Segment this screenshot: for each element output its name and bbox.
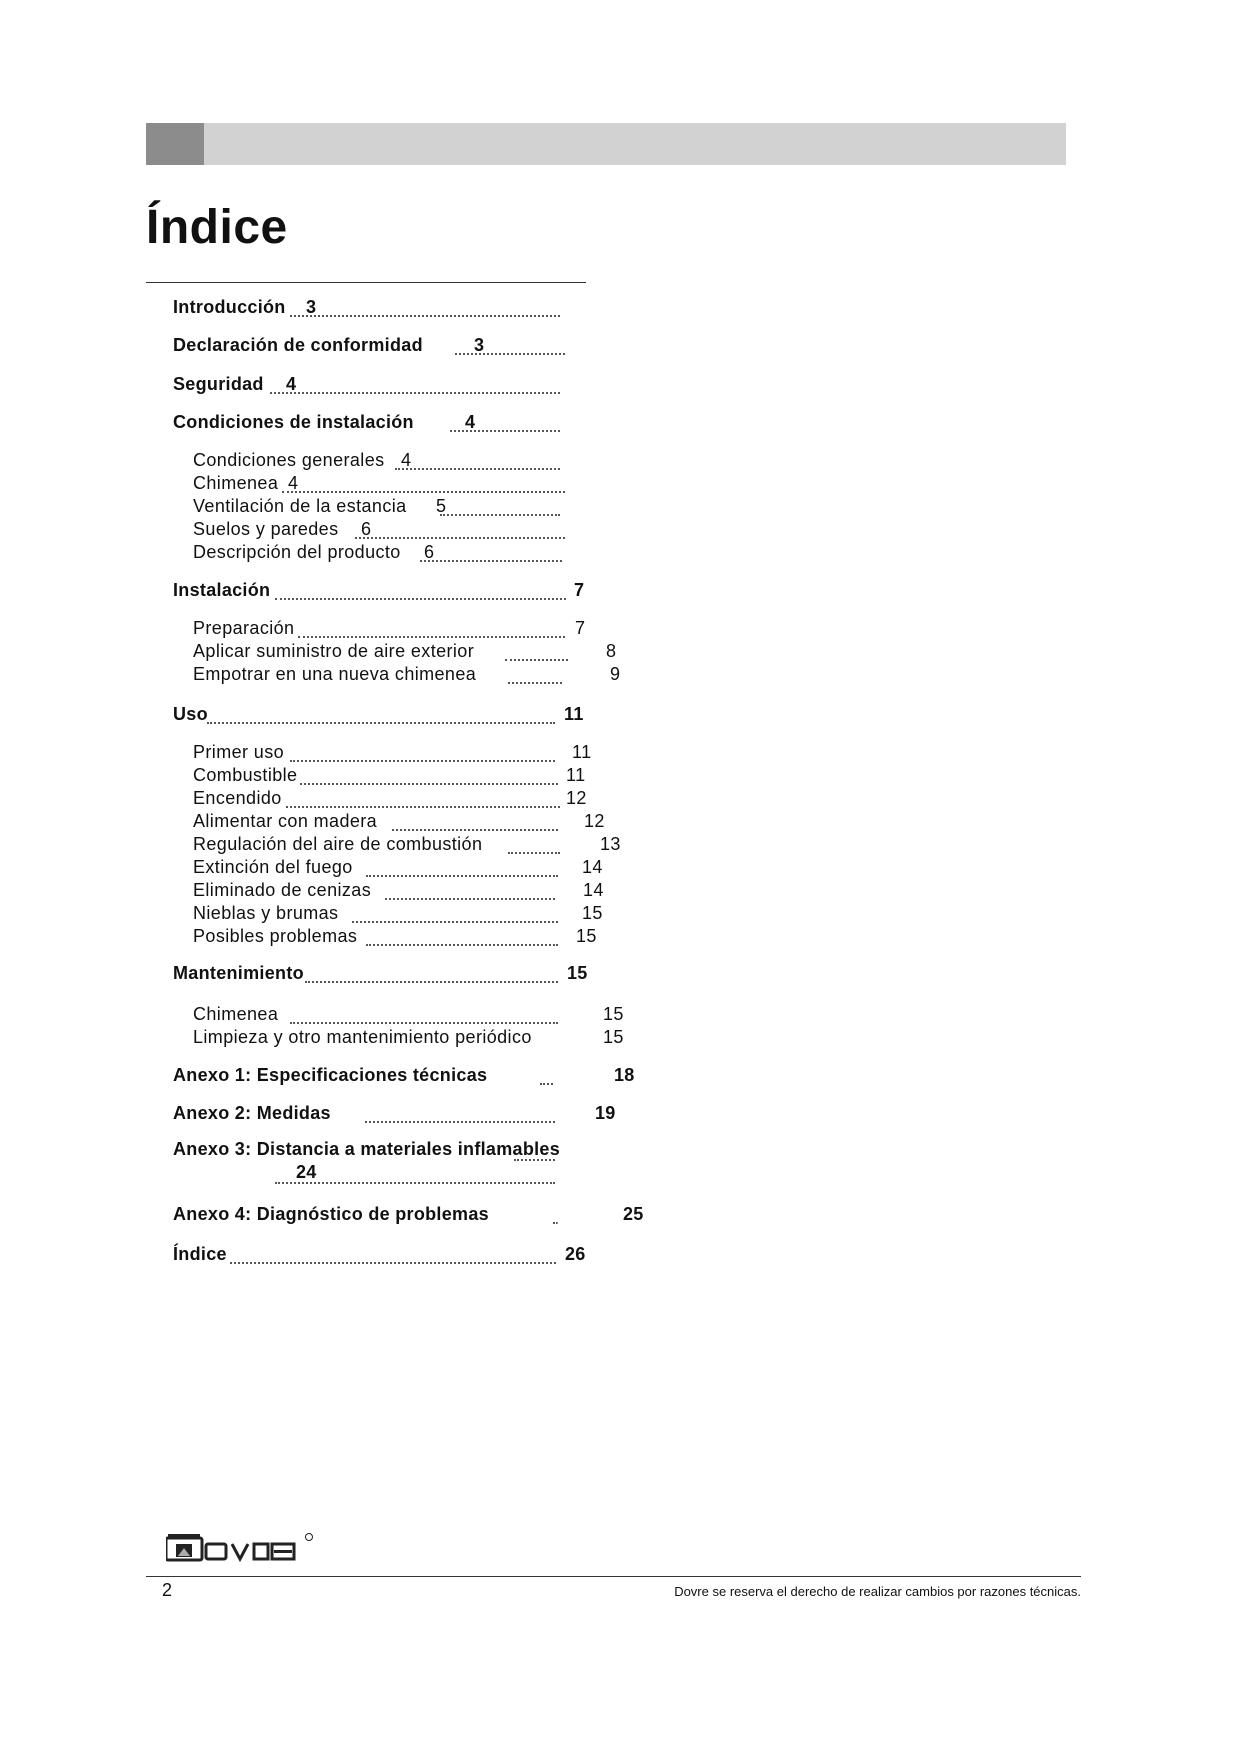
toc-dot-leader xyxy=(366,930,558,946)
toc-entry-page-number: 3 xyxy=(474,335,485,355)
toc-entry-label: Índice xyxy=(173,1244,227,1264)
toc-entry-page-number: 3 xyxy=(306,297,317,317)
toc-dot-leader xyxy=(508,838,560,854)
toc-entry-page-number: 9 xyxy=(610,664,621,684)
toc-entry-page-number: 7 xyxy=(574,580,585,600)
toc-entry-label: Mantenimiento xyxy=(173,963,304,983)
toc-entry-label: Extinción del fuego xyxy=(193,857,353,877)
toc-dot-leader xyxy=(540,1069,553,1085)
toc-dot-leader xyxy=(440,500,560,516)
toc-entry-label: Anexo 2: Medidas xyxy=(173,1103,331,1123)
toc-dot-leader xyxy=(290,1008,558,1024)
toc-entry-page-number: 25 xyxy=(623,1204,644,1224)
footer-note: Dovre se reserva el derecho de realizar cambios por razones técnicas. xyxy=(674,1584,1081,1599)
toc-dot-leader xyxy=(290,301,560,317)
title-divider xyxy=(146,282,586,283)
toc-entry-page-number: 14 xyxy=(582,857,603,877)
toc-entry-page-number: 24 xyxy=(296,1162,317,1182)
toc-entry-label: Encendido xyxy=(193,788,282,808)
footer-divider xyxy=(146,1576,1081,1577)
toc-entry-label: Instalación xyxy=(173,580,271,600)
toc-dot-leader xyxy=(365,1107,555,1123)
toc-entry-page-number: 11 xyxy=(564,704,584,724)
toc-entry-label: Empotrar en una nueva chimenea xyxy=(193,664,477,684)
toc-dot-leader xyxy=(420,546,562,562)
toc-entry-label: Chimenea xyxy=(193,1004,279,1024)
toc-entry-page-number: 19 xyxy=(595,1103,616,1123)
toc-entry-label: Ventilación de la estancia xyxy=(193,496,407,516)
header-accent-block xyxy=(146,123,204,165)
toc-entry-page-number: 14 xyxy=(583,880,604,900)
toc-entry-page-number: 4 xyxy=(465,412,476,432)
toc-dot-leader xyxy=(455,339,565,355)
toc-entry-page-number: 11 xyxy=(572,742,592,762)
toc-dot-leader xyxy=(207,708,555,724)
toc-entry-label: Anexo 4: Diagnóstico de problemas xyxy=(173,1204,489,1224)
toc-entry-label: Condiciones de instalación xyxy=(173,412,414,432)
header-bar xyxy=(146,123,1066,165)
toc-entry-label: Condiciones generales xyxy=(193,450,385,470)
toc-dot-leader xyxy=(385,884,555,900)
toc-dot-leader xyxy=(553,1208,558,1224)
toc-entry-page-number: 15 xyxy=(567,963,588,983)
toc-dot-leader xyxy=(290,746,555,762)
toc-dot-leader xyxy=(286,792,560,808)
toc-entry-page-number: 7 xyxy=(575,618,586,638)
toc-dot-leader xyxy=(275,1168,555,1184)
toc-dot-leader xyxy=(366,861,558,877)
toc-entry-label: Posibles problemas xyxy=(193,926,358,946)
toc-dot-leader xyxy=(300,769,558,785)
page-title: Índice xyxy=(146,201,288,254)
toc-entry-page-number: 5 xyxy=(436,496,447,516)
toc-dot-leader xyxy=(508,668,562,684)
toc-dot-leader xyxy=(282,477,565,493)
toc-entry-label: Combustible xyxy=(193,765,298,785)
toc-entry-page-number: 13 xyxy=(600,834,621,854)
toc-entry-label: Nieblas y brumas xyxy=(193,903,339,923)
toc-entry-label: Primer uso xyxy=(193,742,285,762)
logo-letters xyxy=(206,1544,294,1559)
toc-dot-leader xyxy=(230,1248,556,1264)
toc-entry-label: Alimentar con madera xyxy=(193,811,378,831)
toc-entry-label: Seguridad xyxy=(173,374,264,394)
toc-entry-page-number: 15 xyxy=(582,903,603,923)
toc-entry-label: Uso xyxy=(173,704,208,724)
toc-entry-page-number: 8 xyxy=(606,641,617,661)
toc-entry-label: Aplicar suministro de aire exterior xyxy=(193,641,475,661)
toc-dot-leader xyxy=(392,815,558,831)
toc-entry-label: Regulación del aire de combustión xyxy=(193,834,483,854)
dovre-logo xyxy=(166,1532,316,1562)
toc-dot-leader xyxy=(355,523,565,539)
toc-entry-page-number: 6 xyxy=(361,519,372,539)
toc-entry-page-number: 4 xyxy=(286,374,297,394)
toc-dot-leader xyxy=(270,378,560,394)
toc-entry-label: Eliminado de cenizas xyxy=(193,880,372,900)
toc-entry-page-number: 6 xyxy=(424,542,435,562)
toc-entry-label: Preparación xyxy=(193,618,295,638)
toc-entry-label: Declaración de conformidad xyxy=(173,335,423,355)
toc-dot-leader xyxy=(395,454,560,470)
toc-entry-label: Suelos y paredes xyxy=(193,519,339,539)
toc-entry-page-number: 15 xyxy=(576,926,597,946)
toc-entry-page-number: 11 xyxy=(566,765,586,785)
toc-entry-page-number: 18 xyxy=(614,1065,635,1085)
toc-entry-page-number: 12 xyxy=(584,811,605,831)
toc-entry-page-number: 4 xyxy=(288,473,299,493)
toc-entry-page-number: 4 xyxy=(401,450,412,470)
toc-entry-page-number: 15 xyxy=(603,1027,624,1047)
toc-entry-page-number: 26 xyxy=(565,1244,586,1264)
toc-entry-label: Chimenea xyxy=(193,473,279,493)
toc-dot-leader xyxy=(352,907,558,923)
toc-entry-label: Descripción del producto xyxy=(193,542,401,562)
toc-entry-page-number: 12 xyxy=(566,788,587,808)
toc-entry-label: Anexo 1: Especificaciones técnicas xyxy=(173,1065,488,1085)
toc-entry-page-number: 15 xyxy=(603,1004,624,1024)
toc-entry-label: Anexo 3: Distancia a materiales inflamables xyxy=(173,1139,561,1159)
toc-entry-label: Introducción xyxy=(173,297,286,317)
toc-dot-leader xyxy=(514,1145,555,1161)
page-number: 2 xyxy=(162,1580,173,1600)
toc-dot-leader xyxy=(275,584,566,600)
logo-house-icon xyxy=(166,1534,202,1560)
toc-entry-label: Limpieza y otro mantenimiento periódico xyxy=(193,1027,532,1047)
toc-dot-leader xyxy=(305,967,558,983)
toc-dot-leader xyxy=(505,645,568,661)
toc-dot-leader xyxy=(298,622,565,638)
